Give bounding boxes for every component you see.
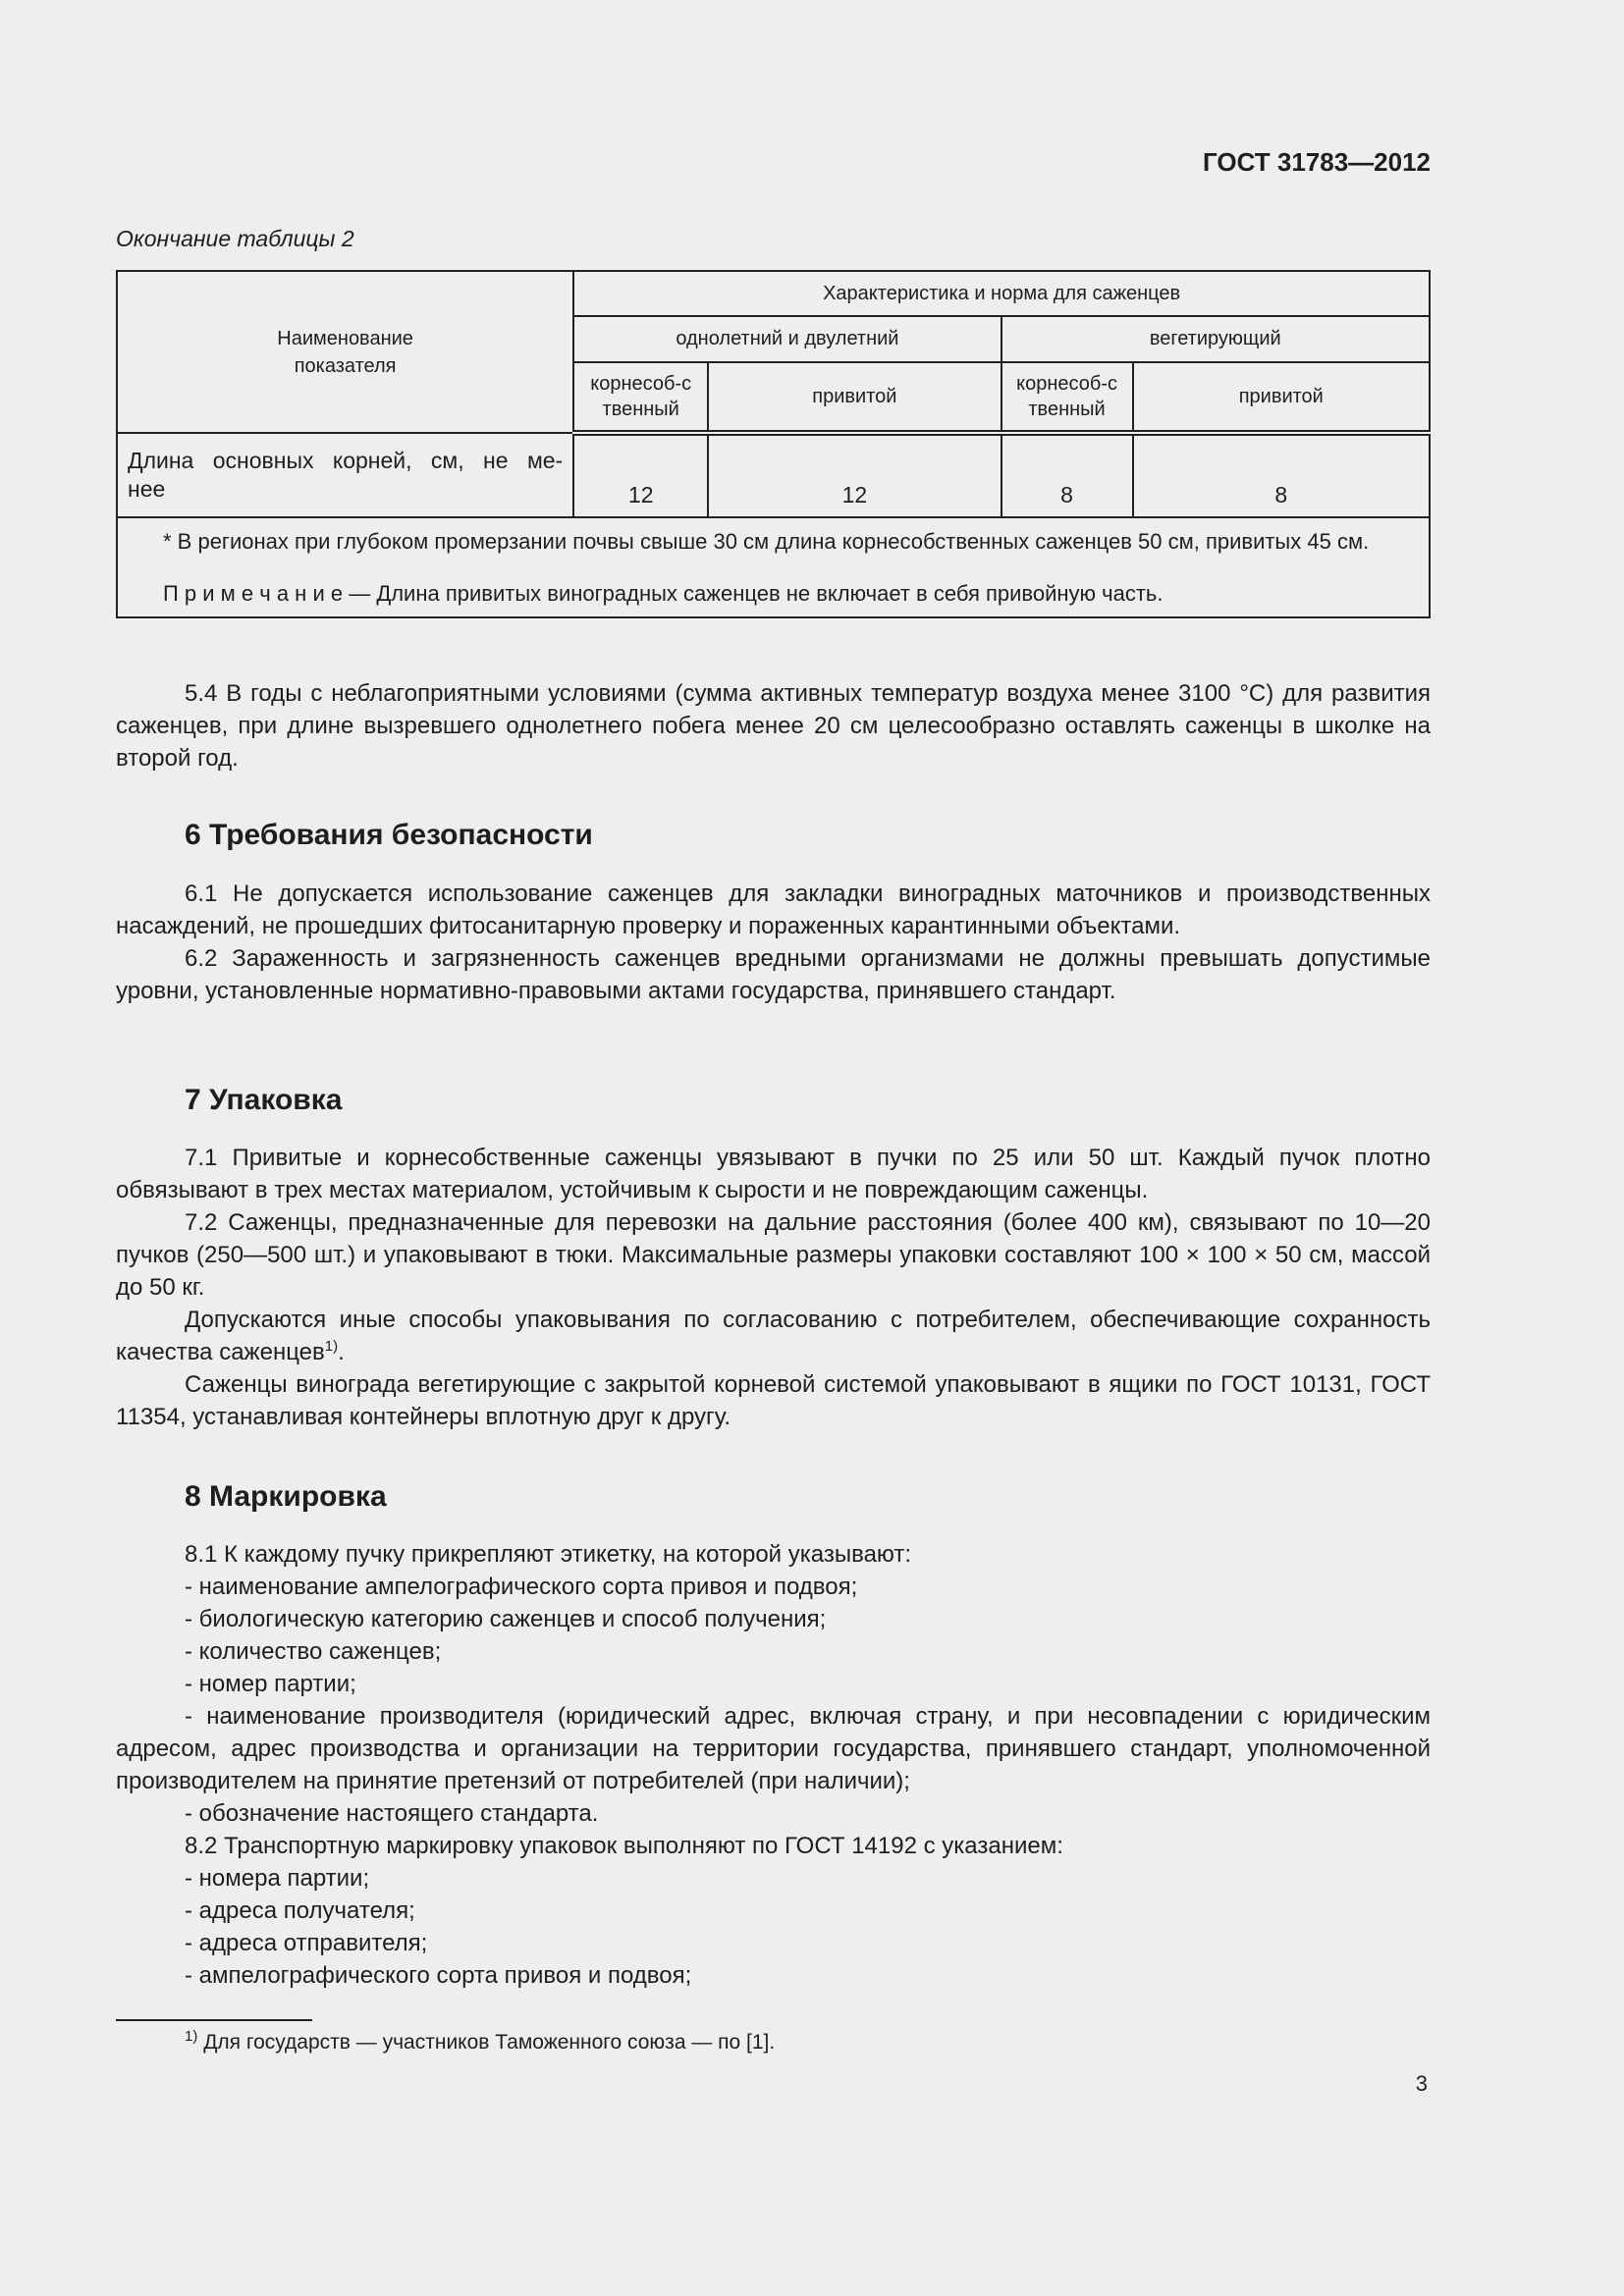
table-caption: Окончание таблицы 2 (116, 226, 354, 251)
header-grafted-1: привитой (708, 362, 1001, 433)
value-cell: 12 (708, 433, 1001, 517)
note-primechanie: П р и м е ч а н и е — Длина привитых виноградных саженцев не включает в себя привойную часть. (163, 581, 1164, 606)
list-item: - ампелографического сорта привоя и подвоя; (185, 1962, 692, 1989)
clause-7-2-para-3: Саженцы винограда вегетирующие с закрытой корневой системой упаковывают в ящики по ГОСТ 10131, ГОСТ 11354, устанавливая контейнеры вплотную друг к другу. (116, 1371, 1431, 1430)
clause-7-2: 7.2 Саженцы, предназначенные для перевозки на дальние расстояния (более 400 км), связывают по 10—20 пучков (250—500 шт.) и упаковывают в тюки. Максимальные размеры упаковки составляют 100 × 100 × 50 см, массой до 50 кг. (116, 1209, 1431, 1301)
list-item: - биологическую категорию саженцев и способ получения; (185, 1606, 827, 1632)
page-number: 3 (1415, 2071, 1428, 2096)
clause-5-4-block (116, 677, 1431, 774)
footnote-separator (116, 2019, 312, 2021)
section-8-body (116, 1538, 1431, 1992)
header-group-vegetating: вегетирующий (1001, 316, 1430, 362)
footnote-text: Для государств — участников Таможенного союза — по [1]. (203, 2031, 776, 2054)
footnote (185, 2028, 776, 2055)
header-own-root-2: корнесоб-ственный (1001, 362, 1133, 433)
section-6-body (116, 878, 1431, 1007)
clause-6-1: 6.1 Не допускается использование саженцев для закладки виноградных маточников и производственных насаждений, не прошедших фитосанитарную проверку и пораженных карантинными объектами. (116, 881, 1431, 939)
header-indicator-name: Наименование показателя (117, 271, 573, 433)
note-star: * В регионах при глубоком промерзании почвы свыше 30 см длина корнесобственных саженцев 50 см, привитых 45 см. (163, 529, 1370, 554)
list-item: - номер партии; (185, 1671, 356, 1697)
header-own-root-1: корнесоб-ственный (573, 362, 708, 433)
footnote-mark: 1) (185, 2028, 198, 2045)
section-8-title: 8 Маркировка (185, 1480, 387, 1513)
section-6-title: 6 Требования безопасности (185, 819, 593, 851)
clause-8-1: 8.1 К каждому пучку прикрепляют этикетку, на которой указывают: (185, 1541, 912, 1568)
row-label-root-length: Длина основных корней, см, не ме- нее (117, 433, 573, 517)
clause-8-2: 8.2 Транспортную маркировку упаковок выполняют по ГОСТ 14192 с указанием: (185, 1833, 1063, 1859)
list-item: - номера партии; (185, 1865, 370, 1892)
standard-code: ГОСТ 31783—2012 (1203, 147, 1431, 177)
header-group-annual: однолетний и двулетний (573, 316, 1001, 362)
clause-7-1: 7.1 Привитые и корнесобственные саженцы увязывают в пучки по 25 или 50 шт. Каждый пучок плотно обвязывают в трех местах материалом, устойчивым к сырости и не повреждающим саженцы. (116, 1145, 1431, 1203)
header-characteristic: Характеристика и норма для саженцев (573, 271, 1430, 316)
value-cell: 8 (1133, 433, 1430, 517)
section-6 (116, 819, 1431, 851)
section-7-body (116, 1142, 1431, 1433)
list-item: - количество саженцев; (185, 1638, 442, 1665)
list-item: - адреса получателя; (185, 1897, 415, 1924)
value-cell: 12 (573, 433, 708, 517)
table-notes (117, 517, 1430, 617)
list-item: - наименование ампелографического сорта привоя и подвоя; (185, 1574, 858, 1600)
list-item: - наименование производителя (юридический адрес, включая страну, и при несовпадении с юридическим адресом, адрес производства и организации на территории государства, принявшего стандарт, уполномоченной производителем на принятие претензий от потребителей (при наличии); (116, 1703, 1431, 1794)
section-7 (116, 1084, 1431, 1116)
list-item: - обозначение настоящего стандарта. (185, 1800, 599, 1827)
clause-6-2: 6.2 Зараженность и загрязненность саженцев вредными организмами не должны превышать допустимые уровни, установленные нормативно-правовыми актами государства, принявшего стандарт. (116, 945, 1431, 1004)
section-7-title: 7 Упаковка (185, 1084, 343, 1116)
clause-5-4: 5.4 В годы с неблагоприятными условиями (сумма активных температур воздуха менее 3100 °С) для развития саженцев, при длине вызревшего однолетнего побега менее 20 см целесообразно оставлять саженцы в школке на второй год. (116, 680, 1431, 772)
value-cell: 8 (1001, 433, 1133, 517)
header-grafted-2: привитой (1133, 362, 1430, 433)
section-8 (116, 1480, 1431, 1513)
clause-7-2-para-2: Допускаются иные способы упаковывания по согласованию с потребителем, обеспечивающие сохранность качества саженцев$^{1)}$. (116, 1307, 1431, 1365)
list-item: - адреса отправителя; (185, 1930, 428, 1956)
norms-table (116, 270, 1431, 618)
footnote-ref: 1) (324, 1338, 339, 1355)
